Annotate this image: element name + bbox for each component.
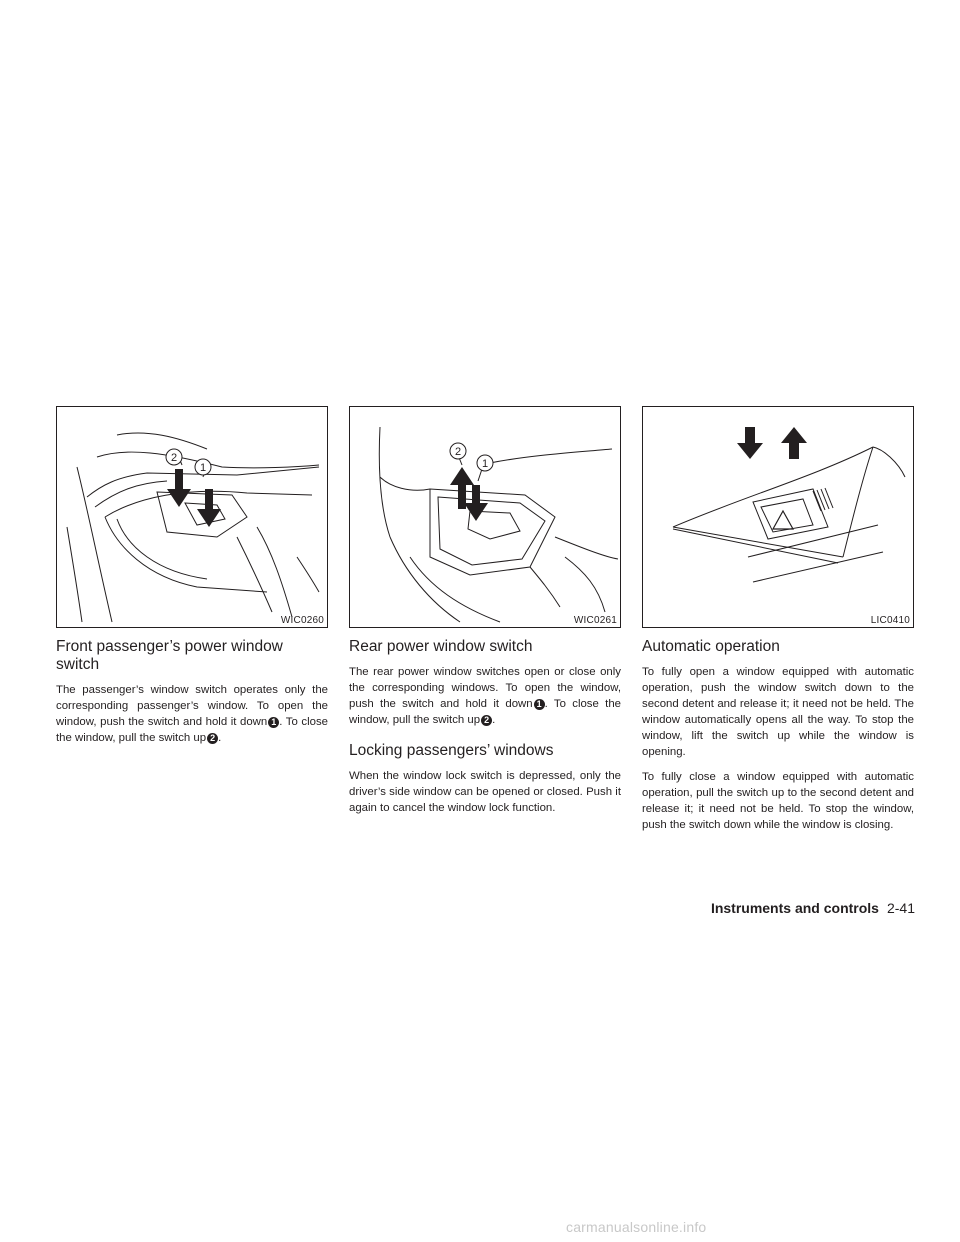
paragraph: The rear power window switches open or close only the corresponding windows. To open the window, push the switch and hold it down 1 . To close the window, pull the switch up 2 .	[349, 666, 621, 726]
page-footer	[711, 900, 915, 916]
paragraph: To fully open a window equipped with automatic operation, push the window switch down to the second detent and release it; it need not be held. The window automatically opens all the way. To stop the window, lift the switch up while the window is opening.	[642, 666, 914, 758]
paragraph: When the window lock switch is depressed, only the driver’s side window can be opened or closed. Push it again to cancel the window lock function.	[349, 770, 621, 814]
watermark: carmanualsonline.info	[566, 1219, 707, 1235]
figure-rear-switch	[349, 406, 621, 628]
rear-switch-illustration	[350, 407, 620, 627]
figure-code: LIC0410	[870, 615, 910, 626]
column-front-passenger	[56, 406, 328, 746]
callout-2: 2	[207, 733, 218, 744]
figure-front-passenger-switch	[56, 406, 328, 628]
callout-2: 2	[481, 715, 492, 726]
column-rear	[349, 406, 621, 816]
column-automatic	[642, 406, 914, 833]
paragraph: To fully close a window equipped with automatic operation, pull the switch up to the second detent and release it; it need not be held. To stop the window, push the switch down while the window is closing.	[642, 771, 914, 831]
callout-1: 1	[199, 462, 207, 474]
figure-automatic-switch	[642, 406, 914, 628]
callout-1: 1	[534, 699, 545, 710]
figure-code: WIC0260	[280, 615, 324, 626]
page-number: 2-41	[886, 900, 915, 916]
section-heading: Automatic operation	[642, 638, 780, 655]
callout-2: 2	[454, 446, 462, 458]
footer-section-title: Instruments and controls	[710, 900, 879, 916]
figure-code: WIC0261	[573, 615, 617, 626]
section-heading: Front passenger’s power window switch	[56, 638, 283, 673]
section-heading-locking: Locking passengers’ windows	[349, 742, 554, 759]
automatic-switch-illustration	[643, 407, 913, 627]
callout-1: 1	[268, 717, 279, 728]
section-heading: Rear power window switch	[349, 638, 533, 655]
paragraph: The passenger’s window switch operates only the corresponding passenger’s window. To open the window, push the switch and hold it down 1 . To close the window, pull the switch up 2 .	[56, 684, 328, 744]
front-passenger-switch-illustration	[57, 407, 327, 627]
callout-2: 2	[170, 452, 178, 464]
callout-1: 1	[481, 458, 489, 470]
